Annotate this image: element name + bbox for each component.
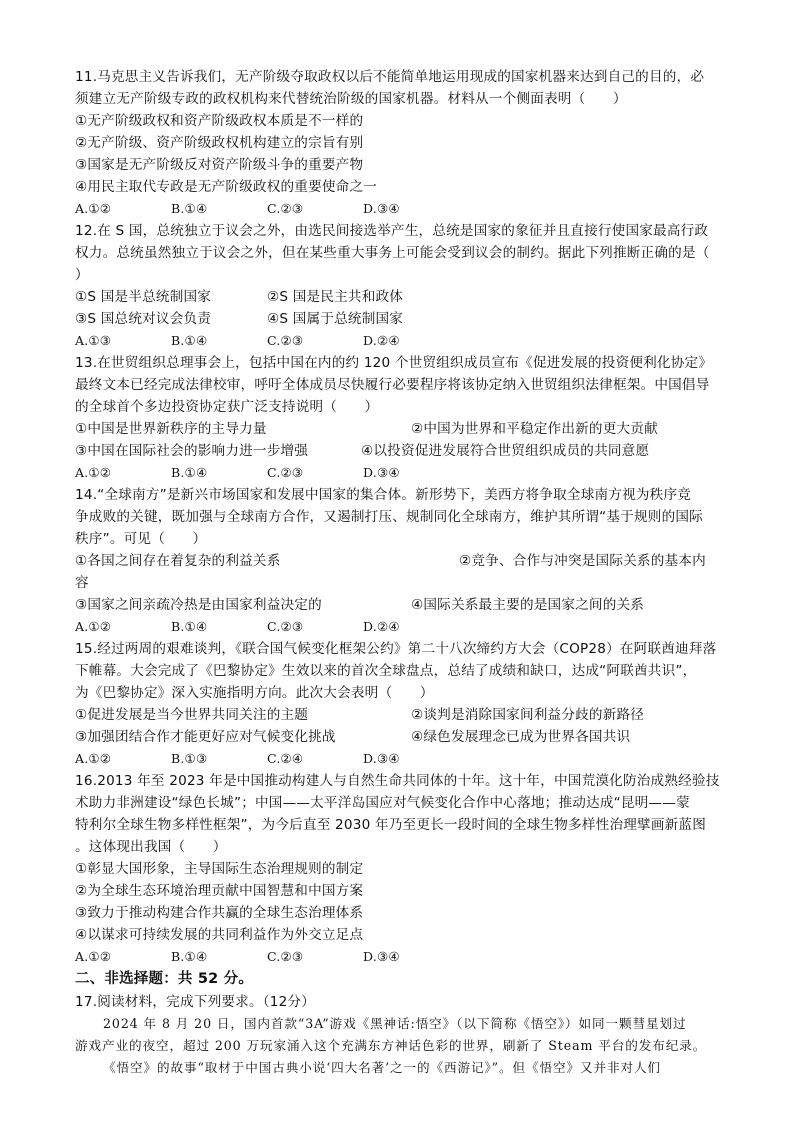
q16-stem-line-1: 16.2013 年至 2023 年是中国推动构建人与自然生命共同体的十年。这十年，中国荒漠化防治成熟经验技 (75, 773, 720, 789)
q11-statement-1: ①无产阶级政权和资产阶级政权本质是不一样的 (75, 113, 364, 129)
q15-choice-b[interactable]: B.①③ (171, 751, 208, 766)
q12-choice-c[interactable]: C.②③ (267, 333, 304, 348)
q12-stem-line-2: 权力。总统虽然独立于议会之外，但在某些重大事务上可能会受到议会的制约。据此下列推断正确的是（ (75, 245, 710, 261)
q15-stem-line-2: 下帷幕。大会完成了《巴黎协定》生效以来的首次全球盘点，总结了成绩和缺口，达成“阿联酋共识”， (75, 663, 697, 679)
q13-stem-line-2: 最终文本已经完成法律校审，呼吁全体成员尽快履行必要程序将该协定纳入世贸组织法律框架。中国倡导 (75, 377, 710, 393)
q16-stem-line-2: 术助力非洲建设“绿色长城”；中国——太平洋岛国应对气候变化合作中心落地；推动达成“昆明——蒙 (75, 795, 690, 811)
q12-choice-b[interactable]: B.①④ (171, 333, 208, 348)
q13-choice-a[interactable]: A.①② (75, 465, 112, 480)
q12-statement-1: ①S 国是半总统制国家 (75, 289, 212, 305)
q16-statement-1: ①彰显大国形象，主导国际生态治理规则的制定 (75, 861, 364, 877)
q12-choice-d[interactable]: D.②④ (363, 333, 400, 348)
q11-statement-2: ②无产阶级、资产阶级政权机构建立的宗旨有别 (75, 135, 364, 151)
q15-choice-d[interactable]: D.③④ (363, 751, 400, 766)
q17-prompt: 17.阅读材料，完成下列要求。（12分） (75, 994, 316, 1010)
q13-statement-2: ②中国为世界和平稳定作出新的更大贡献 (411, 421, 658, 437)
q16-choice-b[interactable]: B.①④ (171, 949, 208, 964)
q17-passage-line-2: 游戏产业的夜空，超过 200 万玩家涌入这个充满东方神话色彩的世界，刷新了 Steam 平台的发布纪录。 (75, 1038, 707, 1053)
q13-statement-4: ④以投资促进发展符合世贸组织成员的共同意愿 (361, 443, 650, 459)
q14-statement-3: ③国家之间亲疏冷热是由国家利益决定的 (75, 597, 322, 613)
q11-statement-3: ③国家是无产阶级反对资产阶级斗争的重要产物 (75, 157, 364, 173)
q11-statement-4: ④用民主取代专政是无产阶级政权的重要使命之一 (75, 179, 378, 195)
q16-statement-2: ②为全球生态环境治理贡献中国智慧和中国方案 (75, 883, 364, 899)
q14-stem-line-2: 争成败的关键，既加强与全球南方合作，又遏制打压、规制同化全球南方，维护其所谓“基于规则的国际 (75, 509, 703, 525)
q12-statement-4: ④S 国属于总统制国家 (267, 311, 404, 327)
q15-choice-c[interactable]: C.②④ (267, 751, 304, 766)
q17-passage-line-1: 2024 年 8 月 20 日，国内首款“3A”游戏《黑神话:悟空》（以下简称《悟空》）如同一颗彗星划过 (103, 1016, 687, 1031)
q14-choice-a[interactable]: A.①② (75, 619, 112, 634)
q13-choice-d[interactable]: D.③④ (363, 465, 400, 480)
q11-stem-line-2: 须建立无产阶级专政的政权机构来代替统治阶级的国家机器。材料从一个侧面表明（ ） (75, 91, 627, 107)
q14-stem-line-1: 14.“全球南方”是新兴市场国家和发展中国家的集合体。新形势下，美西方将争取全球南方视为秩序竞 (75, 487, 692, 503)
q16-statement-4: ④以谋求可持续发展的共同利益作为外交立足点 (75, 927, 364, 943)
q14-statement-2: ②竞争、合作与冲突是国际关系的基本内 (459, 553, 706, 569)
q11-choice-b[interactable]: B.①④ (171, 201, 208, 216)
q13-choice-b[interactable]: B.①④ (171, 465, 208, 480)
q14-stem-line-3: 秩序”。可见（ ） (75, 531, 207, 547)
q16-choice-d[interactable]: D.③④ (363, 949, 400, 964)
q13-choice-c[interactable]: C.②③ (267, 465, 304, 480)
q11-choice-a[interactable]: A.①② (75, 201, 112, 216)
q14-statement-2-wrap: 容 (75, 575, 89, 591)
q16-choice-a[interactable]: A.①② (75, 949, 112, 964)
q13-statement-3: ③中国在国际社会的影响力进一步增强 (75, 443, 309, 459)
q13-stem-line-3: 的全球首个多边投资协定获广泛支持说明（ ） (75, 399, 379, 415)
q14-choice-b[interactable]: B.①④ (171, 619, 208, 634)
q12-stem-line-3: ） (75, 267, 89, 283)
q15-choice-a[interactable]: A.①② (75, 751, 112, 766)
q14-choice-d[interactable]: D.②④ (363, 619, 400, 634)
q15-statement-4: ④绿色发展理念已成为世界各国共识 (411, 729, 631, 745)
q14-choice-c[interactable]: C.②③ (267, 619, 304, 634)
q15-statement-1: ①促进发展是当今世界共同关注的主题 (75, 707, 309, 723)
q16-choice-c[interactable]: C.②③ (267, 949, 304, 964)
q13-stem-line-1: 13.在世贸组织总理事会上，包括中国在内的约 120 个世贸组织成员宣布《促进发展的投资便利化协定》 (75, 355, 713, 371)
q15-stem-line-1: 15.经过两周的艰难谈判，《联合国气候变化框架公约》第二十八次缔约方大会（COP28）在阿联酋迪拜落 (75, 641, 717, 657)
q11-choice-d[interactable]: D.③④ (363, 201, 400, 216)
q13-statement-1: ①中国是世界新秩序的主导力量 (75, 421, 267, 437)
q11-choice-c[interactable]: C.②③ (267, 201, 304, 216)
q15-statement-3: ③加强团结合作才能更好应对气候变化挑战 (75, 729, 336, 745)
q15-stem-line-3: 为《巴黎协定》深入实施指明方向。此次大会表明（ ） (75, 685, 434, 701)
q15-statement-2: ②谈判是消除国家间利益分歧的新路径 (411, 707, 645, 723)
q17-passage-line-3: 《悟空》的故事“取材于中国古典小说‘四大名著’之一的《西游记》”。但《悟空》又并非对人们 (103, 1060, 661, 1075)
q14-statement-1: ①各国之间存在着复杂的利益关系 (75, 553, 281, 569)
q11-stem-line-1: 11.马克思主义告诉我们，无产阶级夺取政权以后不能简单地运用现成的国家机器来达到自己的目的，必 (75, 69, 705, 85)
q16-stem-line-4: 。这体现出我国（ ） (75, 839, 227, 855)
q16-statement-3: ③致力于推动构建合作共赢的全球生态治理体系 (75, 905, 364, 921)
q12-stem-line-1: 12.在 S 国，总统独立于议会之外，由选民间接选举产生，总统是国家的象征并且直接行使国家最高行政 (75, 223, 709, 239)
section-heading: 二、非选择题：共 52 分。 (75, 971, 254, 987)
q14-statement-4: ④国际关系最主要的是国家之间的关系 (411, 597, 645, 613)
q16-stem-line-3: 特利尔全球生物多样性框架”，为今后直至 2030 年乃至更长一段时间的全球生物多样性治理擘画新蓝图 (75, 817, 707, 833)
q12-choice-a[interactable]: A.①③ (75, 333, 112, 348)
q12-statement-2: ②S 国是民主共和政体 (267, 289, 404, 305)
q12-statement-3: ③S 国总统对议会负责 (75, 311, 212, 327)
